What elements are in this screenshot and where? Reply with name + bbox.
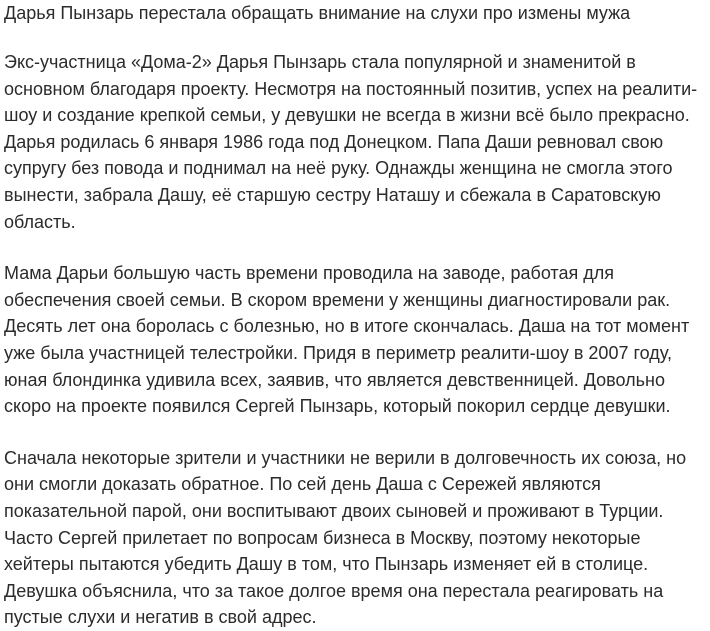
article-paragraph-1: Экс-участница «Дома-2» Дарья Пынзарь стала популярной и знаменитой в основном благодаря проекту. Несмотря на постоянный позитив, успех на реалити-шоу и создание крепкой семьи, у девушки не всегда в жизни всё было прекрасно. Дарья родилась 6 января 1986 года под Донецком. Папа Даши ревновал свою супругу без повода и поднимал на неё руку. Однажды женщина не смогла этого вынести, забрала Дашу, её старшую сестру Наташу и сбежала в Саратовскую область. <box>4 52 698 232</box>
spacer <box>4 420 706 445</box>
article-paragraph-2: Мама Дарьи большую часть времени проводила на заводе, работая для обеспечения своей семьи. В скором времени у женщины диагностировали рак. Десять лет она боролась с болезнью, но в итоге скончалась. Даша на тот момент уже была участницей телестройки. Придя в периметр реалити-шоу в 2007 году, юная блондинка удивила всех, заявив, что является девственницей. Довольно скоро на проекте появился Сергей Пынзарь, который покорил сердце девушки. <box>4 263 690 417</box>
spacer <box>4 235 706 260</box>
spacer <box>4 26 706 49</box>
article-title: Дарья Пынзарь перестала обращать внимание на слухи про измены мужа <box>4 3 631 23</box>
article-paragraph-3: Сначала некоторые зрители и участники не верили в долговечность их союза, но они смогли доказать обратное. По сей день Даша с Сережей являются показательной парой, они воспитывают двоих сыновей и проживают в Турции. Часто Сергей прилетает по вопросам бизнеса в Москву, поэтому некоторые хейтеры пытаются убедить Дашу в том, что Пынзарь изменяет ей в столице. Девушка объяснила, что за такое долгое время она перестала реагировать на пустые слухи и негатив в свой адрес. <box>4 447 687 628</box>
